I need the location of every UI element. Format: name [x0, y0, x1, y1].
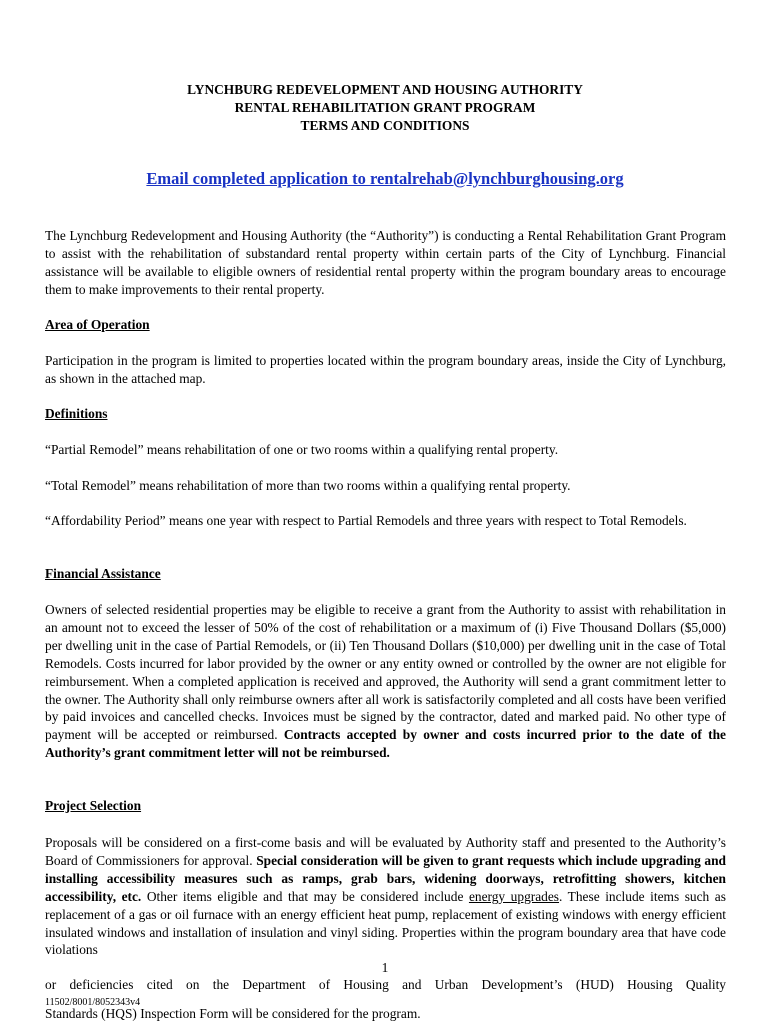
- energy-upgrades-text: energy upgrades: [468, 888, 560, 904]
- document-id: 11502/8001/8052343v4: [45, 997, 141, 1008]
- area-heading: Area of Operation: [45, 317, 150, 332]
- header-line-1: LYNCHBURG REDEVELOPMENT AND HOUSING AUTHORITY: [187, 82, 583, 97]
- intro-paragraph: The Lynchburg Redevelopment and Housing Authority (the “Authority”) is conducting a Rental Rehabilitation Grant Program to assist with the rehabilitation of substandard rental property within certain parts of the City of Lynchburg. Financial assistance will be available to eligible owners of residential rental property within the program boundary areas to encourage them to make improvements to their rental property.: [45, 228, 726, 297]
- document-header: [0, 81, 770, 135]
- selection-continued-2: Standards (HQS) Inspection Form will be considered for the program.: [45, 1006, 421, 1021]
- selection-continued: or deficiencies cited on the Department of Housing and Urban Development’s (HUD) Housing Quality: [45, 977, 726, 992]
- area-paragraph: Participation in the program is limited to properties located within the program boundary areas, inside the City of Lynchburg, as shown in the attached map.: [45, 353, 726, 386]
- email-link[interactable]: Email completed application to rentalrehab@lynchburghousing.org: [146, 169, 624, 188]
- definition-partial: “Partial Remodel” means rehabilitation of one or two rooms within a qualifying rental property.: [45, 442, 559, 457]
- financial-heading: Financial Assistance: [45, 566, 161, 581]
- selection-paragraph: [45, 834, 726, 959]
- selection-heading: Project Selection: [45, 798, 142, 813]
- header-line-2: RENTAL REHABILITATION GRANT PROGRAM: [234, 100, 536, 115]
- financial-text: Owners of selected residential properties may be eligible to receive a grant from the Authority to assist with rehabilitation in an amount not to exceed the lesser of 50% of the cost of rehabilitation or a maximum of (i) Five Thousand Dollars ($5,000) per dwelling unit in the case of Partial Remodels, or (ii) Ten Thousand Dollars ($10,000) per dwelling unit in the case of Total Remodels. Costs incurred for labor provided by the owner or any entity owned or controlled by the owner are not eligible for reimbursement. When a completed application is received and approved, the Authority will send a grant commitment letter to the owner. The Authority shall only reimburse owners after all work is satisfactorily completed and all costs have been verified by paid invoices and cancelled checks. Invoices must be signed by the contractor, dated and marked paid. No other type of payment will be accepted or reimbursed.: [45, 602, 726, 743]
- selection-text-2: Other items eligible and that may be considered include: [141, 888, 469, 904]
- page-number: 1: [381, 960, 389, 975]
- header-line-3: TERMS AND CONDITIONS: [300, 118, 470, 133]
- selection-bold-text: Special consideration will be given to grant requests which include upgrading and installing accessibility measures such as ramps, grab bars, widening doorways, retrofitting showers, kitchen accessibility, etc.: [45, 852, 726, 904]
- definition-affordability: “Affordability Period” means one year with respect to Partial Remodels and three years with respect to Total Remodels.: [45, 513, 687, 528]
- selection-text-1: Proposals will be considered on a first-come basis and will be evaluated by Authority staff and presented to the Authority’s Board of Commissioners for approval.: [45, 835, 726, 868]
- financial-bold-text: Contracts accepted by owner and costs incurred prior to the date of the Authority’s grant commitment letter will not be reimbursed.: [45, 727, 726, 761]
- definition-total: “Total Remodel” means rehabilitation of more than two rooms within a qualifying rental property.: [45, 478, 571, 493]
- financial-paragraph: [45, 601, 726, 762]
- selection-text-3: . These include items such as replacement of a gas or oil furnace with an energy efficient heat pump, replacement of existing windows with energy efficient insulated windows and installation of insulation and vinyl siding. Properties within the program boundary area that have code violations: [45, 888, 726, 958]
- definitions-heading: Definitions: [45, 406, 108, 421]
